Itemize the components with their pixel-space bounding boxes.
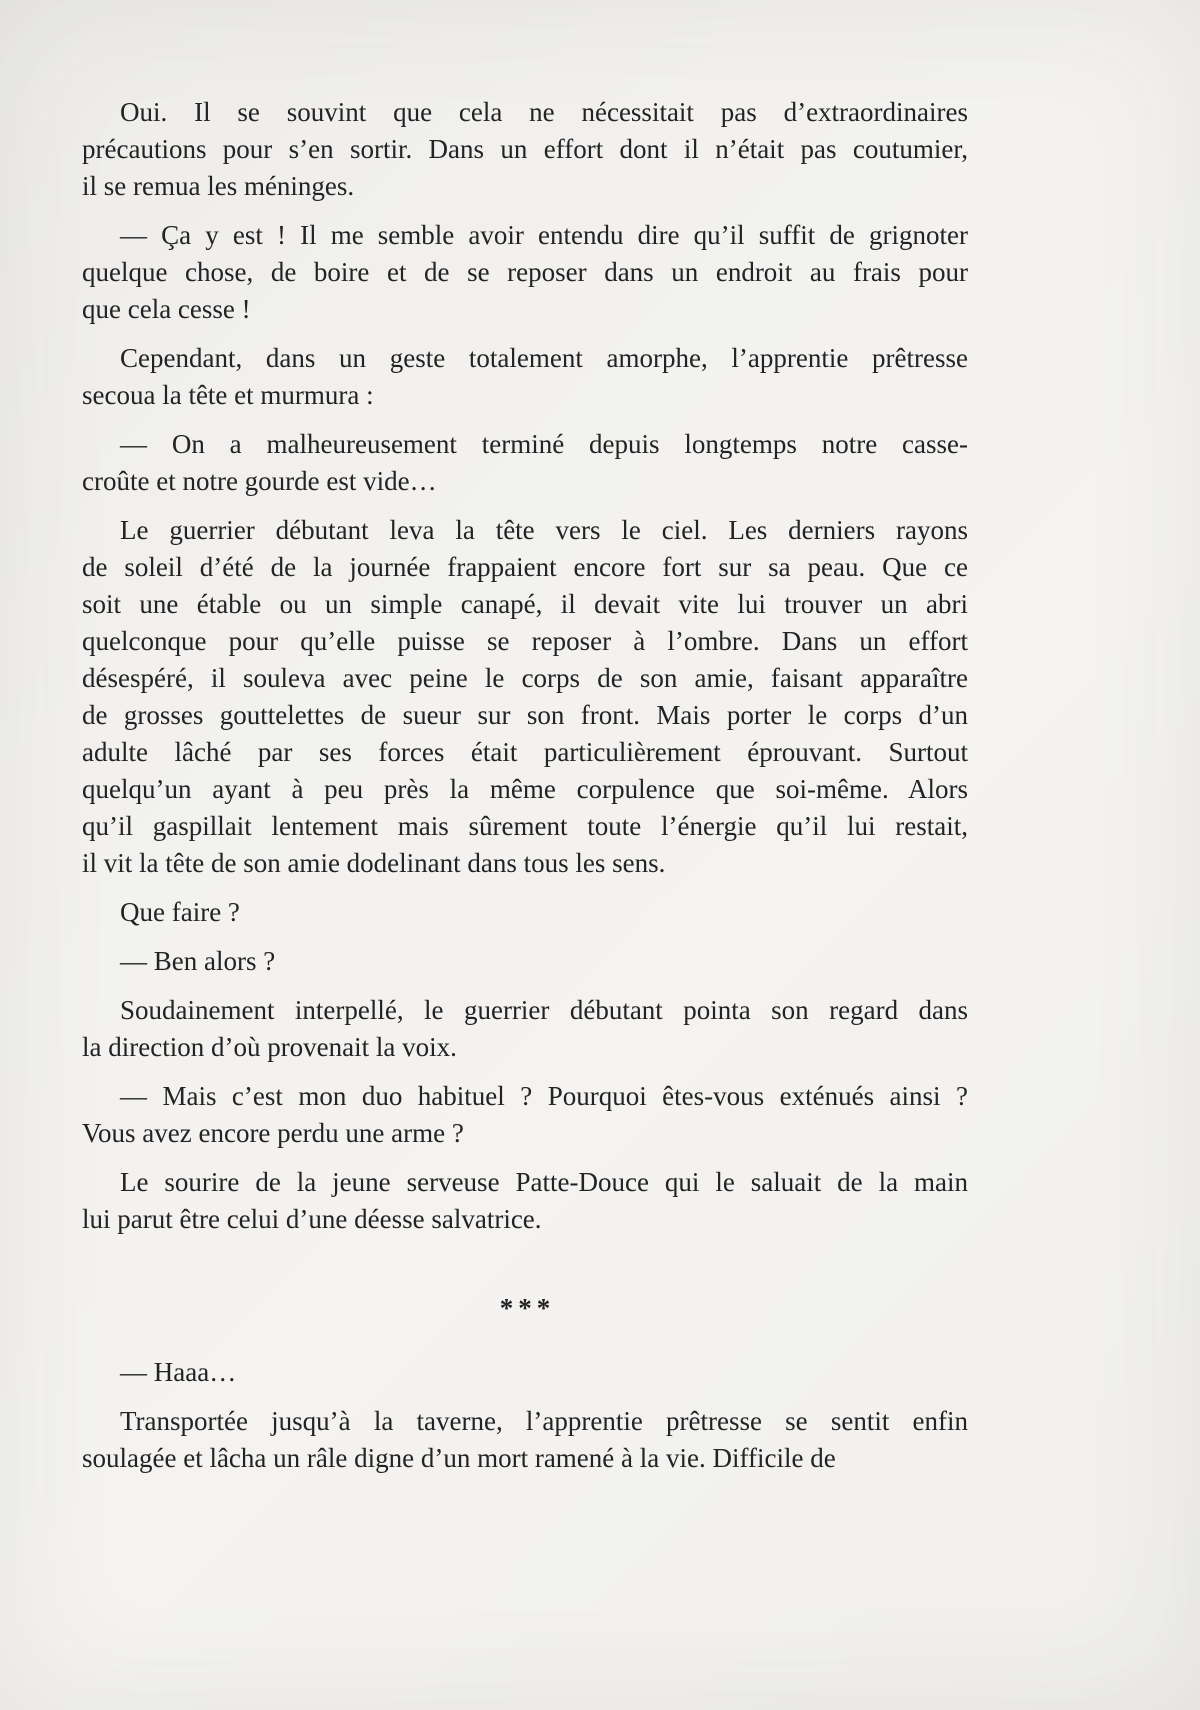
text-line: quelqu’un ayant à peu près la même corpulence que soi-même. Alors (82, 774, 968, 804)
paragraph (82, 992, 968, 1066)
text-line: Le guerrier débutant leva la tête vers le ciel. Les derniers rayons (120, 515, 968, 545)
paragraph (82, 1403, 968, 1477)
text-line: soulagée et lâcha un râle digne d’un mort ramené à la vie. Difficile de (82, 1443, 836, 1473)
paragraph (82, 1078, 968, 1152)
text-line: que cela cesse ! (82, 294, 251, 324)
text-line: il vit la tête de son amie dodelinant dans tous les sens. (82, 848, 666, 878)
paragraph (82, 340, 968, 414)
text-line: — Haaa… (120, 1357, 237, 1387)
paragraph (82, 1164, 968, 1238)
text-line: Transportée jusqu’à la taverne, l’apprentie prêtresse se sentit enfin (120, 1406, 968, 1436)
text-line: quelconque pour qu’elle puisse se reposer à l’ombre. Dans un effort (82, 626, 968, 656)
text-line: Cependant, dans un geste totalement amorphe, l’apprentie prêtresse (120, 343, 968, 373)
text-line: qu’il gaspillait lentement mais sûrement toute l’énergie qu’il lui restait, (82, 811, 968, 841)
text-line: il se remua les méninges. (82, 171, 355, 201)
paragraph (82, 426, 968, 500)
paragraph (82, 1354, 968, 1391)
text-line: secoua la tête et murmura : (82, 380, 374, 410)
text-line: — On a malheureusement terminé depuis longtemps notre casse- (120, 429, 968, 459)
text-line: Que faire ? (120, 897, 240, 927)
text-line: Vous avez encore perdu une arme ? (82, 1118, 464, 1148)
page-text (82, 0, 968, 1489)
text-line: Soudainement interpellé, le guerrier débutant pointa son regard dans (120, 995, 968, 1025)
text-line: soit une étable ou un simple canapé, il devait vite lui trouver un abri (82, 589, 968, 619)
paragraph (82, 512, 968, 882)
text-line: quelque chose, de boire et de se reposer dans un endroit au frais pour (82, 257, 968, 287)
text-line: — Ça y est ! Il me semble avoir entendu dire qu’il suffit de grignoter (120, 220, 968, 250)
paragraph (82, 217, 968, 328)
text-line: adulte lâché par ses forces était particulièrement éprouvant. Surtout (82, 737, 968, 767)
paragraph (82, 894, 968, 931)
section-separator: *** (499, 1293, 556, 1323)
text-line: de grosses gouttelettes de sueur sur son front. Mais porter le corps d’un (82, 700, 968, 730)
text-line: de soleil d’été de la journée frappaient encore fort sur sa peau. Que ce (82, 552, 968, 582)
paragraph (82, 94, 968, 205)
paragraph (82, 943, 968, 980)
text-line: la direction d’où provenait la voix. (82, 1032, 457, 1062)
text-line: Oui. Il se souvint que cela ne nécessitait pas d’extraordinaires (120, 97, 968, 127)
text-line: — Ben alors ? (120, 946, 276, 976)
text-line: Le sourire de la jeune serveuse Patte-Douce qui le saluait de la main (120, 1167, 968, 1197)
text-line: croûte et notre gourde est vide… (82, 466, 437, 496)
text-line: lui parut être celui d’une déesse salvatrice. (82, 1204, 542, 1234)
text-line: — Mais c’est mon duo habituel ? Pourquoi êtes-vous exténués ainsi ? (120, 1081, 968, 1111)
text-line: précautions pour s’en sortir. Dans un effort dont il n’était pas coutumier, (82, 134, 968, 164)
text-line: désespéré, il souleva avec peine le corps de son amie, faisant apparaître (82, 663, 968, 693)
